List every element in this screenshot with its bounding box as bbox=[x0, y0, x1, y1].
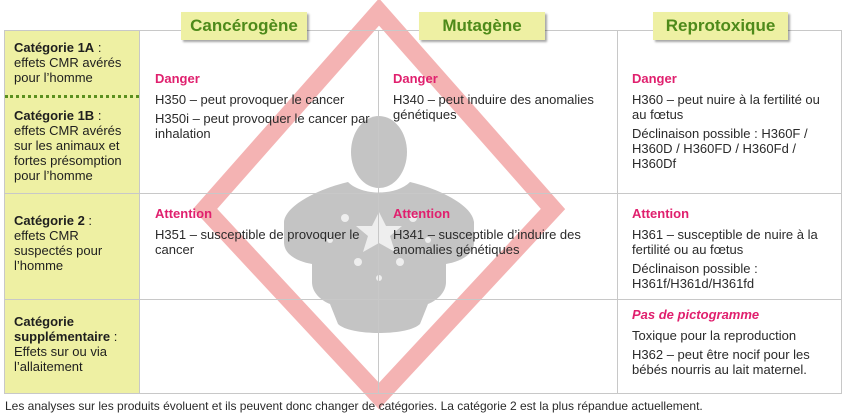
cell-1-mutagene bbox=[393, 71, 613, 126]
hazard-statement: H350 – peut provoquer le cancer bbox=[155, 92, 345, 107]
hazard-statement: H350i – peut provoquer le cancer par inhalation bbox=[155, 111, 370, 141]
footer-note: Les analyses sur les produits évoluent et ils peuvent donc changer de catégories. La catégorie 2 est la plus répandue actuellement. bbox=[5, 399, 703, 413]
cell-1-cancerogene bbox=[155, 71, 375, 145]
cell-2-reprotoxique bbox=[632, 206, 832, 295]
category-1a-desc: effets CMR avérés pour l’homme bbox=[14, 55, 122, 85]
category-supplementaire: Catégorie supplémentaire : Effets sur ou via l’allaitement bbox=[14, 314, 118, 374]
cell-2-cancerogene bbox=[155, 206, 375, 261]
hazard-statement: H360 – peut nuire à la fertilité ou au fœtus bbox=[632, 92, 820, 122]
category-1b-desc: effets CMR avérés sur les animaux et fortes présomption pour l’homme bbox=[14, 123, 122, 183]
hazard-statement: Toxique pour la reproduction bbox=[632, 328, 797, 343]
hazard-statement: Déclinaison possible : H360F / H360D / H360FD / H360Fd / H360Df bbox=[632, 126, 808, 171]
header-reprotoxique: Reprotoxique bbox=[653, 12, 788, 40]
category-1b: Catégorie 1B : effets CMR avérés sur les animaux et fortes présomption pour l’homme bbox=[14, 108, 122, 183]
signal-word: Attention bbox=[393, 206, 451, 221]
category-2: Catégorie 2 : effets CMR suspectés pour l’homme bbox=[14, 213, 103, 273]
signal-word: Danger bbox=[632, 71, 677, 86]
hazard-statement: H361 – susceptible de nuire à la fertilité ou au fœtus bbox=[632, 227, 818, 257]
cell-3-reprotoxique bbox=[632, 307, 832, 381]
category-2-desc: effets CMR suspectés pour l’homme bbox=[14, 228, 103, 273]
signal-word: Danger bbox=[155, 71, 200, 86]
category-1b-title: Catégorie 1B bbox=[14, 108, 95, 123]
category-supp-title: Catégorie supplémentaire bbox=[14, 314, 111, 344]
hazard-statement: Déclinaison possible : H361f/H361d/H361fd bbox=[632, 261, 758, 291]
signal-word: Attention bbox=[632, 206, 690, 221]
hazard-statement: H362 – peut être nocif pour les bébés nourris au lait maternel. bbox=[632, 347, 810, 377]
hazard-statement: H351 – susceptible de provoquer le cancer bbox=[155, 227, 360, 257]
category-1a-title: Catégorie 1A bbox=[14, 40, 95, 55]
no-pictogram-label: Pas de pictogramme bbox=[632, 307, 760, 322]
header-mutagene: Mutagène bbox=[419, 12, 545, 40]
cmr-classification-table bbox=[4, 30, 842, 394]
category-separator bbox=[5, 95, 139, 98]
signal-word: Attention bbox=[155, 206, 213, 221]
category-supp-desc: Effets sur ou via l’allaitement bbox=[14, 344, 107, 374]
header-cancerogene: Cancérogène bbox=[181, 12, 307, 40]
cell-2-mutagene bbox=[393, 206, 613, 261]
cell-1-reprotoxique bbox=[632, 71, 832, 175]
hazard-statement: H341 – susceptible d’induire des anomalies génétiques bbox=[393, 227, 581, 257]
signal-word: Danger bbox=[393, 71, 438, 86]
hazard-statement: H340 – peut induire des anomalies génétiques bbox=[393, 92, 594, 122]
category-1a: Catégorie 1A : effets CMR avérés pour l’homme bbox=[14, 40, 122, 85]
category-2-title: Catégorie 2 bbox=[14, 213, 85, 228]
